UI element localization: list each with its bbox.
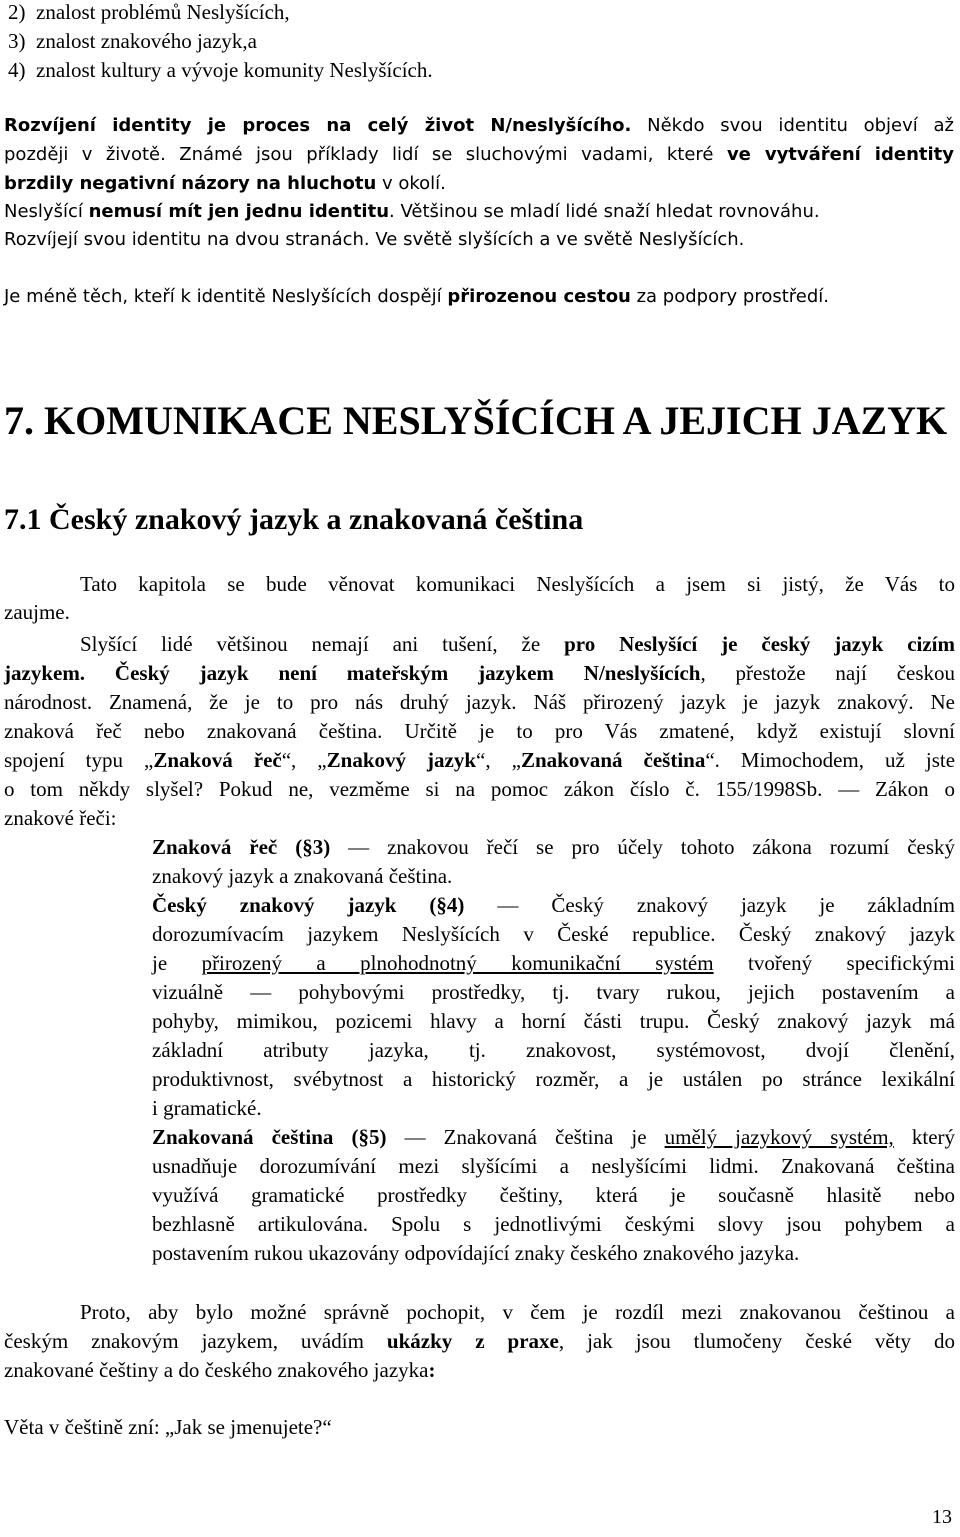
text: . Většinou se mladí lidé snaží hledat rovnováhu. — [389, 201, 820, 222]
paragraph-line — [4, 1329, 955, 1354]
paragraph-line: znakový jazyk a znakovaná čeština. — [152, 864, 453, 888]
list-item: 2) znalost problémů Neslyšících, — [8, 0, 290, 24]
page-number: 13 — [932, 1506, 952, 1528]
paragraph-line: vizuálně — pohybovými prostředky, tj. tvary rukou, jejich postavením a — [152, 980, 955, 1004]
bold-text: Znakový jazyk — [326, 748, 477, 772]
paragraph-line — [4, 661, 955, 686]
text: tvořený specifickými — [748, 951, 956, 975]
bold-text: : — [428, 1358, 436, 1382]
paragraph-line — [152, 951, 955, 976]
paragraph-line: národnost. Znamená, že je to pro nás druhý jazyk. Náš přirozený jazyk je jazyk znakový. Ne — [4, 690, 955, 714]
text: později v životě. — [4, 144, 166, 165]
paragraph-line — [4, 1358, 435, 1383]
paragraph-line: Tato kapitola se bude věnovat komunikaci Neslyšících a jsem si jistý, že Vás to — [80, 572, 955, 596]
underlined-text: umělý jazykový systém, — [664, 1125, 894, 1149]
paragraph-line — [4, 173, 446, 194]
paragraph-line — [4, 144, 954, 165]
paragraph-line: usnadňuje dorozumívání mezi slyšícími a neslyšícími lidmi. Znakovaná čeština — [152, 1154, 955, 1178]
bold-text: brzdily negativní názory na hluchotu — [4, 173, 377, 194]
bold-text: nemusí mít jen jednu identitu — [88, 201, 390, 222]
text: Někdo svou identitu objeví až — [647, 115, 954, 136]
text: znakované češtiny a do českého znakového jazyka — [4, 1358, 429, 1382]
paragraph-line — [152, 1125, 955, 1150]
paragraph-line: Rozvíjejí svou identitu na dvou stranách. Ve světě slyšících a ve světě Neslyšících. — [4, 229, 745, 250]
text: , přestože nají českou — [700, 661, 956, 685]
paragraph-line — [4, 286, 829, 307]
paragraph-line: o tom někdy slyšel? Pokud ne, vezměme si na pomoc zákon číslo č. 155/1998Sb. — Zákon o — [4, 777, 955, 801]
paragraph-line: postavením rukou ukazovány odpovídající znaky českého znakového jazyka. — [152, 1241, 800, 1265]
paragraph-line: bezhlasně artikulována. Spolu s jednotlivými českými slovy jsou pohybem a — [152, 1212, 955, 1236]
text: “, „ — [476, 748, 521, 772]
bold-text: ve vytváření identity — [726, 144, 954, 165]
paragraph-line: i gramatické. — [152, 1096, 262, 1120]
paragraph-line — [4, 201, 820, 222]
text: spojení typu „ — [4, 748, 154, 772]
paragraph-line: znaková řeč nebo znakovaná čeština. Určitě je to pro Vás zmatené, když existují slovní — [4, 719, 955, 743]
paragraph-line: produktivnost, svébytnost a historický rozměr, a je ustálen po stránce lexikální — [152, 1067, 955, 1091]
paragraph-line: znakové řeči: — [4, 806, 117, 830]
section-heading: 7. KOMUNIKACE NESLYŠÍCÍCH A JEJICH JAZYK — [4, 398, 948, 443]
paragraph-line — [152, 835, 955, 860]
text: , jak jsou tlumočeny české věty do — [558, 1329, 956, 1353]
bold-text: Český jazyk není mateřským jazykem N/neslyšících — [114, 661, 701, 685]
bold-text: Znakovaná čeština (§5) — [152, 1125, 387, 1149]
text: který — [911, 1125, 956, 1149]
paragraph-line: Proto, aby bylo možné správně pochopit, v čem je rozdíl mezi znakovanou češtinou a — [80, 1300, 955, 1324]
text: v okolí. — [382, 173, 446, 194]
bold-text: pro Neslyšící je český jazyk cizím — [564, 632, 956, 656]
paragraph-line — [4, 115, 954, 136]
text: Je méně těch, kteří k identitě Neslyšících dospějí — [4, 286, 442, 307]
paragraph-line: základní atributy jazyka, tj. znakovost, systémovost, dvojí členění, — [152, 1038, 955, 1062]
text: — Český znakový jazyk je základním — [497, 893, 956, 917]
text: Neslyšící — [4, 201, 83, 222]
bold-text: Znaková řeč — [153, 748, 282, 772]
list-item: 3) znalost znakového jazyk,a — [8, 29, 257, 53]
paragraph-line: zaujme. — [4, 600, 70, 624]
paragraph-line: pohyby, mimikou, pozicemi hlavy a horní části trupu. Český znakový jazyk má — [152, 1009, 955, 1033]
bold-text: (§3) — [295, 835, 331, 859]
text: českým znakovým jazykem, uvádím — [4, 1329, 364, 1353]
bold-text: Znaková řeč — [152, 835, 278, 859]
bold-text: ukázky z praxe — [386, 1329, 559, 1353]
paragraph-line: využívá gramatické prostředky češtiny, která je současně hlasitě nebo — [152, 1183, 955, 1207]
example-sentence: Věta v češtině zní: „Jak se jmenujete?“ — [4, 1415, 332, 1439]
underlined-text: přirozený a plnohodnotný komunikační systém — [201, 951, 714, 975]
bold-text: Český znakový jazyk (§4) — [152, 893, 465, 917]
subsection-heading: 7.1 Český znakový jazyk a znakovaná čeština — [4, 503, 584, 536]
text: Slyšící lidé většinou nemají ani tušení, že — [80, 632, 541, 656]
text: “, „ — [281, 748, 327, 772]
text: za podpory prostředí. — [636, 286, 829, 307]
text: je — [152, 951, 168, 975]
bold-text: Rozvíjení identity je proces na celý život N/neslyšícího. — [4, 115, 632, 136]
list-item: 4) znalost kultury a vývoje komunity Neslyšících. — [8, 58, 433, 82]
text: — Znakovaná čeština je — [404, 1125, 647, 1149]
text: “. Mimochodem, už jste — [705, 748, 956, 772]
text: — znakovou řečí se pro účely tohoto zákona rozumí český — [348, 835, 956, 859]
bold-text: přirozenou cestou — [447, 286, 631, 307]
text: Známé jsou příklady lidí se sluchovými vadami, které — [179, 144, 714, 165]
paragraph-line — [152, 893, 955, 918]
paragraph-line — [80, 632, 955, 657]
bold-text: Znakovaná čeština — [520, 748, 706, 772]
paragraph-line: dorozumívacím jazykem Neslyšících v České republice. Český znakový jazyk — [152, 922, 955, 946]
paragraph-line — [4, 748, 955, 773]
bold-text: jazykem. — [4, 661, 86, 685]
